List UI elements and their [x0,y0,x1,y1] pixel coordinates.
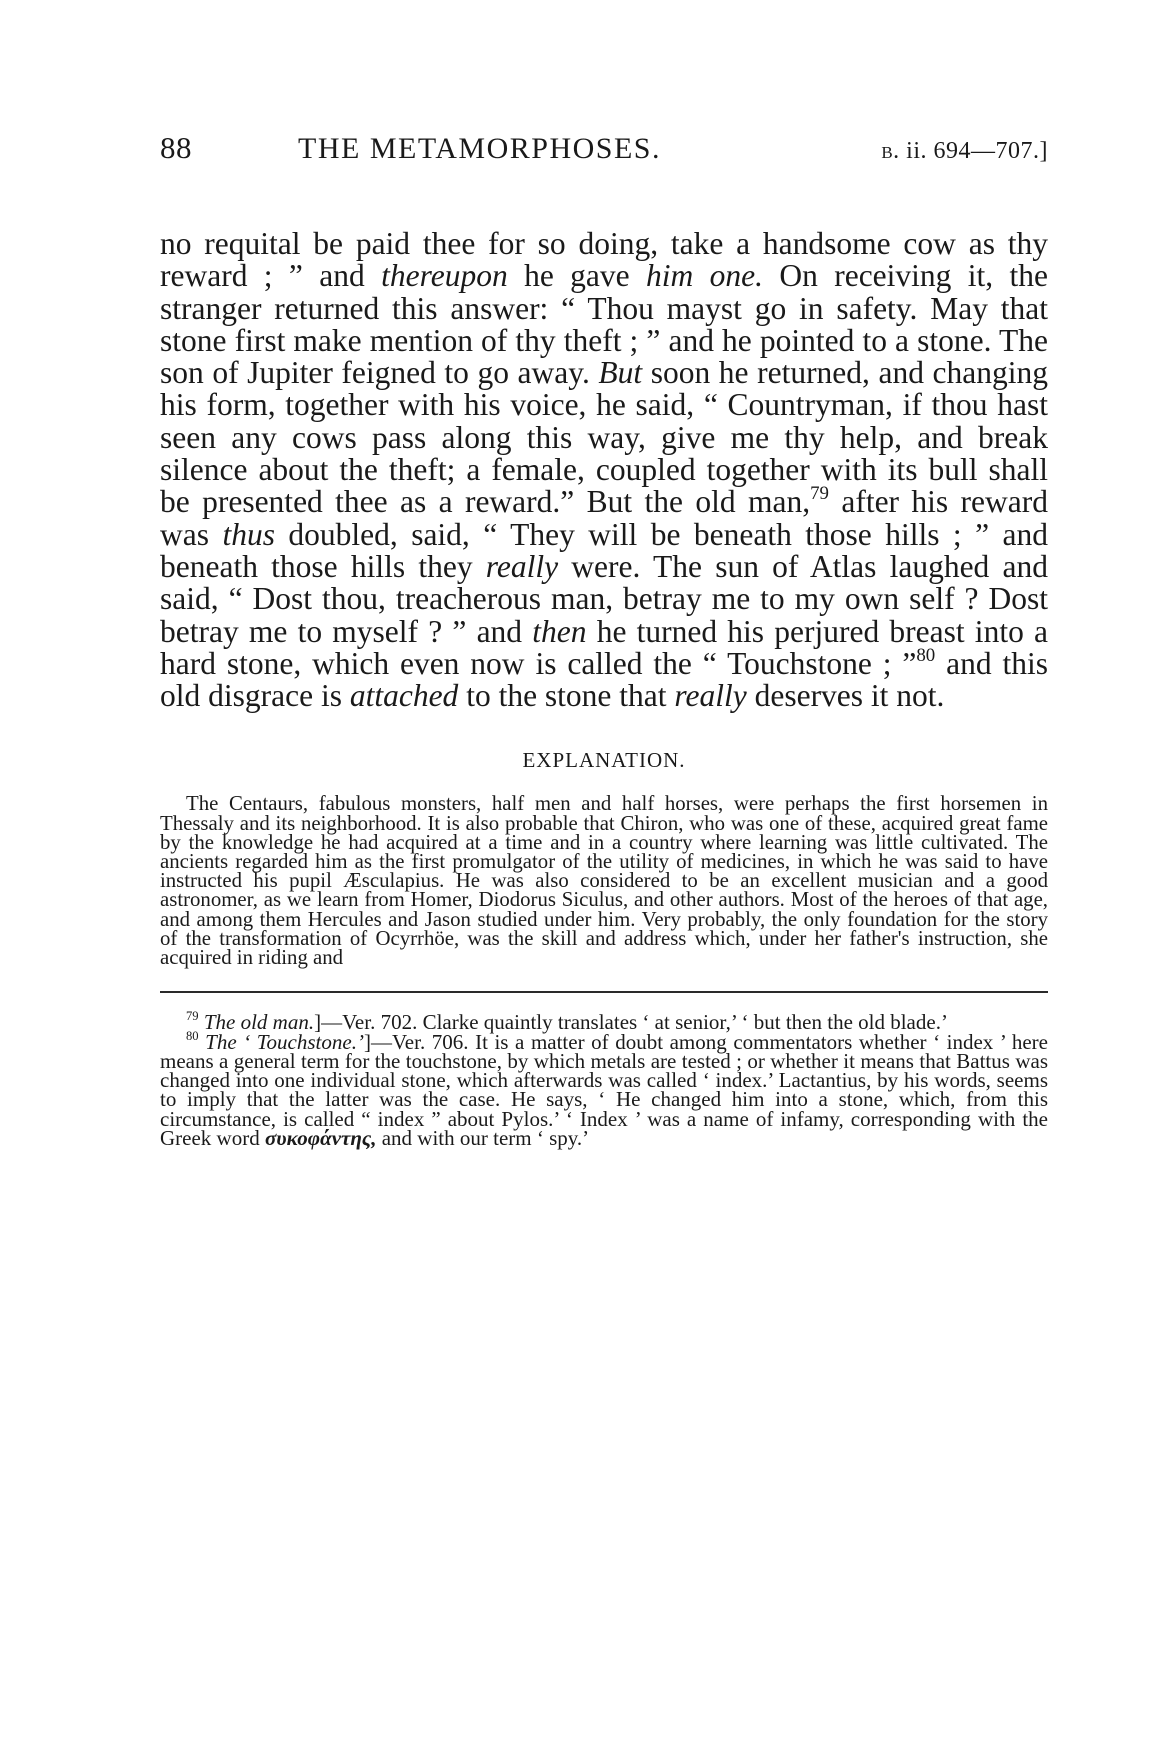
footnote-title: The old man. [203,1010,315,1035]
italic-text: really [485,548,559,584]
footnote-text: ]—Ver. 702. Clarke quaintly translates ‘ at senior,’ ‘ but then the old blade.’ [314,1010,948,1035]
italic-text: him one. [646,258,763,294]
footnote-ref: 80 [916,644,936,666]
text-run: doubled, said, “ They will be beneath those hills ; ” and beneath those hills they [160,516,1048,584]
italic-text: But [598,355,643,391]
footnote-80 [160,1028,1048,1151]
book-abbrev: b. [881,138,900,164]
running-header [160,130,1048,176]
book-page [160,130,1049,1151]
text-run: to the stone that [458,678,675,714]
footnote-number: 80 [186,1028,199,1043]
footnotes [160,1009,1048,1151]
line-range: ii. 694—707.] [899,138,1048,164]
text-run: no requital be paid thee for so doing, take a handsome cow as thy reward ; ” and [160,226,1048,294]
text-run: On receiving it, the stranger returned this answer: “ Thou mayst go in safety. May that stone first make mention of thy theft ; ” and he pointed to a stone. The son of Jupiter feigned to go away. [160,258,1049,391]
line-reference [881,138,1048,165]
explanation-paragraph: The Centaurs, fabulous monsters, half men and half horses, were perhaps the first horsemen in Thessaly and its neighborhood. It is also probable that Chiron, who was one of these, acquired great fame by the knowledge he had acquired at a time and in a country where learning was little cultivated. The ancients regarded him as the first promulgator of the utility of medicines, in which he was said to have instructed his pupil Æsculapius. He was also considered to be an excellent musician and a good astronomer, as we learn from Homer, Diodorus Siculus, and other authors. Most of the heroes of that age, and among them Hercules and Jason studied under him. Very probably, the only foundation for the story of the transformation of Ocyrrhöe, was the skill and address which, under her father's instruction, she acquired in riding and [160,792,1048,970]
italic-text: thereupon [381,258,508,294]
running-title: THE METAMORPHOSES. [298,132,661,165]
section-heading: EXPLANATION. [522,748,686,773]
text-run: after his reward was [160,484,1048,552]
footnote-divider [160,991,1048,993]
main-paragraph [160,228,1048,712]
footnote-text: ]—Ver. 706. It is a matter of doubt among commentators whether ‘ index ’ here means a general term for the touchstone, by which metals are tested ; or whether it means that Battus was changed into one individual stone, which afterwards was called ‘ index.’ Lactantius, by his words, seems to imply that the latter was the case. He says, ‘ He changed him into a stone, which, from this circumstance, is called “ index ” about Pylos.’ ‘ Index ’ was a name of infamy, corresponding with the Greek word [160,1029,1048,1151]
text-run: deserves it not. [746,678,945,714]
page-number: 88 [160,130,192,165]
italic-text: then [532,613,587,649]
italic-text: really [674,678,747,714]
explanation-text [160,792,1048,970]
footnote-number: 79 [186,1009,199,1024]
greek-word: συκοφάντης, [264,1126,377,1151]
text-run: soon he returned, and changing his form, together with his voice, he said, “ Countryman, if thou hast seen any cows pass along this way, give me thy help, and break silence about the theft; a female, coupled together with its bull shall be presented thee as a reward.” But the old man, [160,355,1048,520]
italic-text: thus [222,516,275,552]
footnote-ref: 79 [810,483,829,505]
text-run: he turned his perjured breast into a hard stone, which even now is called the “ Touchstone ; ” [160,613,1048,681]
italic-text: attached [349,678,459,714]
text-run: were. The sun of Atlas laughed and said, “ Dost thou, treacherous man, betray me to my own self ? Dost betray me to myself ? ” and [160,548,1048,649]
text-run: he gave [507,258,647,294]
text-run: and this old disgrace is [160,645,1048,714]
footnote-tail: and with our term ‘ spy.’ [376,1126,590,1151]
footnote-title: The ‘ Touchstone.’ [205,1029,364,1054]
main-text [160,228,1048,712]
